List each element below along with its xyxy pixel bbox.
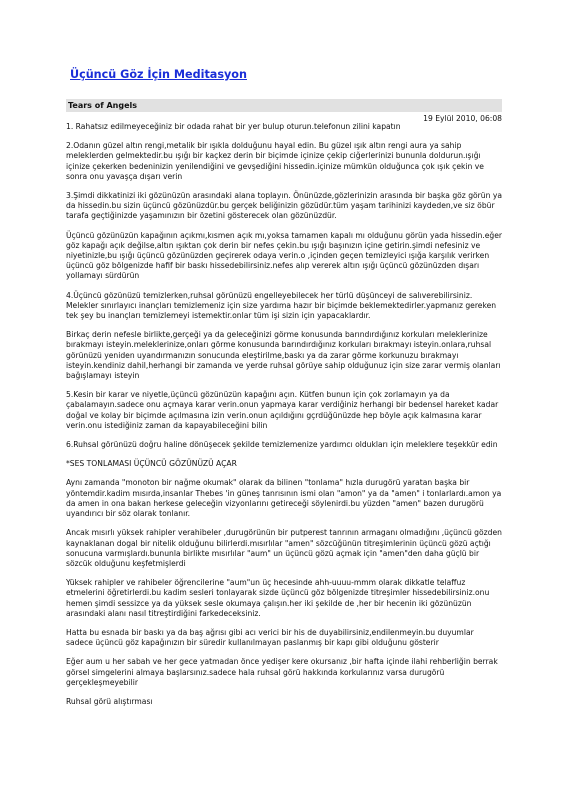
paragraph: 5.Kesin bir karar ve niyetle,üçüncü gözünüzün kapağını açın. Kütfen bunun için çok zorlamayın ya da çabalamayın.sadece onu açmaya karar verin.onun yapmaya karar verdiğiniz herhangi bir bedensel hareket kadar doğal ve kolay bir biçimde açılmasına izin verin.onun açıldığını gçrdüğünüzde hep böyle açık kalmasına karar verin.onu istediğiniz zaman da kapayabileceğini bilin [66,390,499,430]
document-body [66,122,502,707]
document-title-link[interactable]: Üçüncü Göz İçin Meditasyon [70,68,247,81]
paragraph: 3.Şimdi dikkatinizi iki gözünüzün arasındaki alana toplayın. Önünüzde,gözlerinizin arasında bir başka göz görün ya da hissedin.bu sizin üçüncü gözünüzdür.bu gerçek beliğinizin gözüdür.tüm yaşam tarihinizi kaydeden,ve siz öbür tarafa geçtiğinizde yaşamınızın bir özetini gösterecek olan gözünüzdür. [66,191,502,221]
paragraph: 6.Ruhsal görünüzü doğru haline dönüşecek şekilde temizlemenize yardımcı oldukları için meleklere teşekkür edin [66,440,498,450]
paragraph: Eğer aum u her sabah ve her gece yatmadan önce yedişer kere okursanız ,bir hafta içinde ilahi rehberliğin berrak görsel simgelerini almaya başlarsınız.sadece hala ruhsal görü hakkında korkularınız varsa durugörü gerçekleşmeyebilir [66,657,498,687]
section-header: Tears of Angels [66,99,502,112]
paragraph: 2.Odanın güzel altın rengi,metalik bir ışıkla dolduğunu hayal edin. Bu güzel ışık altın rengi aura ya sahip meleklerden gelmektedir.bu ışığı bir kaçkez derin bir biçimde içinize çekip ciğerlerinizi bununla doldurun.ışığı içinize çekerken bedeninizin yenilendiğini ve gevşediğini hissedin.içinize mümkün olduğunca çok ışık çekin ve sonra onu yavaşça dışarı verin [66,141,484,181]
paragraph: Ancak mısırlı yüksek rahipler verahibeler ,durugörünün bir putperest tanrının armaganı olmadığını ,üçüncü gözden kaynaklanan dogal bir nitelik olduğunu bilirlerdi.mısırlılar "amen" sözcüğünün titreşimlerinin üçüncü gözü açtığı sonucuna varmışlardı.bununla birlikte mısırlılar "aum" un üçüncü gözü açmak için "amen"den daha güçlü bir sözcük olduğunu keşfetmişlerdi [66,528,502,568]
post-date: 19 Eylül 2010, 06:08 [423,114,502,123]
paragraph: Aynı zamanda "monoton bir nağme okumak" olarak da bilinen "tonlama" hızla durugörü yaratan başka bir yöntemdir.kadim mısırda,insanlar Thebes 'in güneş tanrısının ismi olan "amon" ya da "amen" i tonlarlardı.amon ya da amen in ona bakan herkese geleceğin vizyonlarını getireceği söylenirdi.bu yüzden "amen" bazen durugörü uyandırıcı bir söz olarak tonlanır. [66,478,502,519]
paragraph: Hatta bu esnada bir baskı ya da baş ağrısı gibi acı verici bir his de duyabilirsiniz,endilenmeyin.bu duyumlar sadece üçüncü göz kapağınızın bir süredir kullanılmayan paslanmış bir kapı gibi olduğunu gösterir [66,627,474,648]
section-heading: *SES TONLAMASI ÜÇÜNCÜ GÖZÜNÜZÜ AÇAR [66,459,237,469]
paragraph: 1. Rahatsız edilmeyeceğiniz bir odada rahat bir yer bulup oturun.telefonun zilini kapatın [66,122,401,131]
paragraph: 4.Üçüncü gözünüzü temizlerken,ruhsal görünüzü engelleyebilecek her türlü düşünceyi de salıverebilirsiniz. Melekler sınırlayıcı inançları temizlemeniz için size yardıma hazır bir biçimde beklemektedirler.yapmanız gereken tek şey bu inançları temizlemeyi istemektir.onlar tüm işi sizin için yapacaklardır. [66,290,497,321]
document-page [66,62,502,716]
paragraph: Üçüncü gözünüzün kapağının açıkmı,kısmen açık mı,yoksa tamamen kapalı mı olduğunu görün yada hissedin.eğer göz kapağı açık değilse,altın ışıktan çok derin bir nefes çekin.bu ışığı başınızın içine getirin.şimdi nefesiniz ve niyetinizle,bu ışığı üçüncü gözünüzden geçirerek odaya verin.o ,içinden geçen temizleyici ışığa karşılık verirken üçüncü göz bölgenizde hafif bir baskı hissedebilirsiniz.nefes alıp vererek altın ışığı üçüncü gözünüzden dışarı yollamayı sürdürün [66,230,502,281]
paragraph: Yüksek rahipler ve rahibeler öğrencilerine "aum"un üç hecesinde ahh-uuuu-mmm olarak dikkatle telaffuz etmelerini öğretirlerdi.bu kadim sesleri tonlayarak sizde üçüncü göz bölgenizde titreşimler hissedebilirsiniz.onu hemen şimdi sessizce ya da yüksek sesle okumaya çalışın.her iki şekilde de ,her bir hecenin iki gözünüzün arasındaki alanı nasıl titreştirdiğini farkedeceksiniz. [66,578,490,618]
paragraph: Ruhsal görü alıştırması [66,696,153,706]
paragraph: Birkaç derin nefesle birlikte,gerçeği ya da geleceğinizi görme konusunda barındırdığınız korkuları meleklerinize bırakmayı isteyin.meleklerinize,onları görme konusunda barındırdığınız korkuları bırakmayı isteyin.onlara,ruhsal görünüzü yeniden uyandırmanızın sonucunda eleştirilme,baskı ya da zarar görme korkunuzu bırakmayı isteyin.kendiniz dahil,herhangi bir zamanda ve yerde ruhsal görüye sahip olduğunuz için size zarar vermiş olanları bağışlamayı isteyin [66,330,501,381]
